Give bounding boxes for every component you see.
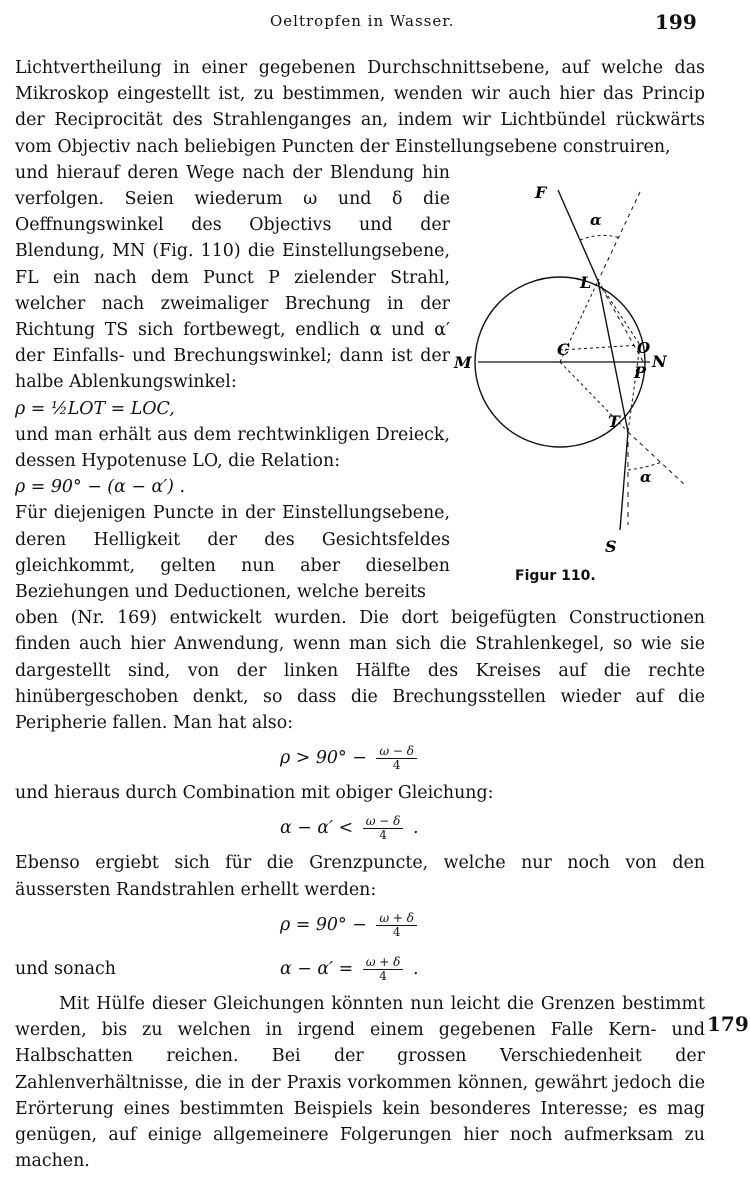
fraction-numerator: ω + δ	[376, 912, 417, 926]
label-n: N	[652, 352, 667, 371]
equation-rho-equals	[15, 903, 705, 947]
narrow-column-1	[15, 160, 450, 605]
label-m: M	[454, 353, 472, 372]
fraction	[376, 912, 417, 939]
deviation-line	[628, 432, 685, 485]
label-s: S	[605, 537, 617, 556]
label-c: C	[557, 340, 570, 359]
label-l: L	[580, 273, 592, 292]
fraction-numerator: ω − δ	[363, 815, 404, 829]
equation-alpha-less	[15, 806, 705, 850]
equation-rho-90: ρ = 90° − (α − α′) .	[15, 477, 185, 498]
paragraph-1-full: Lichtvertheilung in einer gegebenen Durchschnittsebene, auf welche das Mikroskop eingestellt ist, zu bestimmen, wenden wir auch hier das Princip der Reciprocität des Strahlenganges an, indem wir Lichtbündel rückwärts vom Objectiv nach beliebigen Puncten der Einstellungsebene construiren,	[15, 58, 705, 157]
marginal-section-number: 179	[707, 1012, 749, 1036]
fraction-denominator: 4	[392, 924, 401, 939]
page-header	[0, 10, 750, 40]
paragraph-6: Mit Hülfe dieser Gleichungen könnten nun leicht die Grenzen bestimmt werden, bis zu welchen in irgend einem gegebenen Falle Kern- und Halbschatten reichen. Bei der grossen Verschiedenheit der Zahlenverhältnisse, die in der Praxis vorkommen können, gewährt jedoch die Erörterung eines bestimmten Beispiels kein besonderes Interesse; es mag genügen, auf einige allgemeinere Folgerungen hier noch aufmerksam zu machen.	[15, 993, 705, 1172]
paragraph-4: und hieraus durch Combination mit obiger Gleichung:	[15, 783, 494, 804]
figure-diagram	[440, 170, 700, 565]
label-p: P	[634, 363, 647, 382]
fraction-denominator: 4	[392, 758, 401, 773]
figure-caption: Figur 110.	[515, 568, 596, 584]
angle-arc-top	[580, 235, 620, 240]
label-f: F	[535, 183, 547, 202]
equation-rho-loc: ρ = ½LOT = LOC,	[15, 398, 175, 419]
label-t: T	[608, 412, 620, 431]
refracted-ray	[598, 281, 628, 432]
equation-period: .	[412, 958, 419, 979]
equation-rho-greater	[15, 736, 705, 780]
equation-left: α − α′ <	[280, 818, 354, 839]
paragraph-3-full: oben (Nr. 169) entwickelt wurden. Die dort beigefügten Constructionen finden auch hier Anwendung, wenn man sich die Strahlenkegel, so wie sie dargestellt sind, von der linken Hälfte des Kreises auf die rechte hinübergeschoben denkt, so dass die Brechungsstellen wieder auf die Peripherie fallen. Man hat also:	[15, 608, 705, 734]
label-alpha-bottom: α	[640, 468, 652, 486]
equation-alpha-equals	[280, 947, 418, 991]
equation-period: .	[412, 818, 419, 839]
equation-left: ρ > 90° −	[280, 748, 367, 769]
normal-top	[598, 192, 640, 281]
line-co	[560, 345, 640, 350]
label-o: O	[637, 339, 651, 357]
figure-110	[440, 170, 700, 590]
fraction-denominator: 4	[379, 828, 387, 843]
fraction	[363, 815, 404, 842]
fraction-denominator: 4	[379, 968, 387, 983]
label-alpha-top: α	[590, 211, 602, 229]
fraction-numerator: ω − δ	[376, 745, 417, 759]
fraction	[376, 745, 417, 772]
paragraph-3-narrow: Für diejenigen Puncte in der Einstellungsebene, deren Helligkeit der des Gesichtsfeldes gleichkommt, gelten nun aber dieselben Beziehungen und Deductionen, welche bereits	[15, 503, 450, 603]
page-number: 199	[655, 10, 697, 34]
paragraph-2: und man erhält aus dem rechtwinkligen Dreieck, dessen Hypotenuse LO, die Relation:	[15, 424, 450, 472]
line-ot	[628, 345, 640, 432]
equation-left: ρ = 90° −	[280, 914, 367, 935]
exit-ray	[620, 432, 628, 530]
fraction-numerator: ω + δ	[363, 956, 404, 970]
equation-label: und sonach	[15, 958, 116, 979]
equation-left: α − α′ =	[280, 958, 354, 979]
running-title: Oeltropfen in Wasser.	[270, 12, 455, 30]
paragraph-5: Ebenso ergiebt sich für die Grenzpuncte, welche nur noch von den äussersten Randstrahlen erhellt werden:	[15, 853, 705, 900]
incident-ray	[558, 190, 598, 281]
equation-alpha-equals-row	[15, 947, 705, 991]
fraction	[363, 956, 404, 983]
paragraph-1-narrow: und hierauf deren Wege nach der Blendung hin verfolgen. Seien wiederum ω und δ die Oeffnungswinkel des Objectivs und der Blendung, MN (Fig. 110) die Einstellungsebene, FL ein nach dem Punct P zielender Strahl, welcher nach zweimaliger Brechung in der Richtung TS sich fortbewegt, endlich α und α′ der Einfalls- und Brechungswinkel; dann ist der halbe Ablenkungswinkel:	[15, 162, 450, 393]
